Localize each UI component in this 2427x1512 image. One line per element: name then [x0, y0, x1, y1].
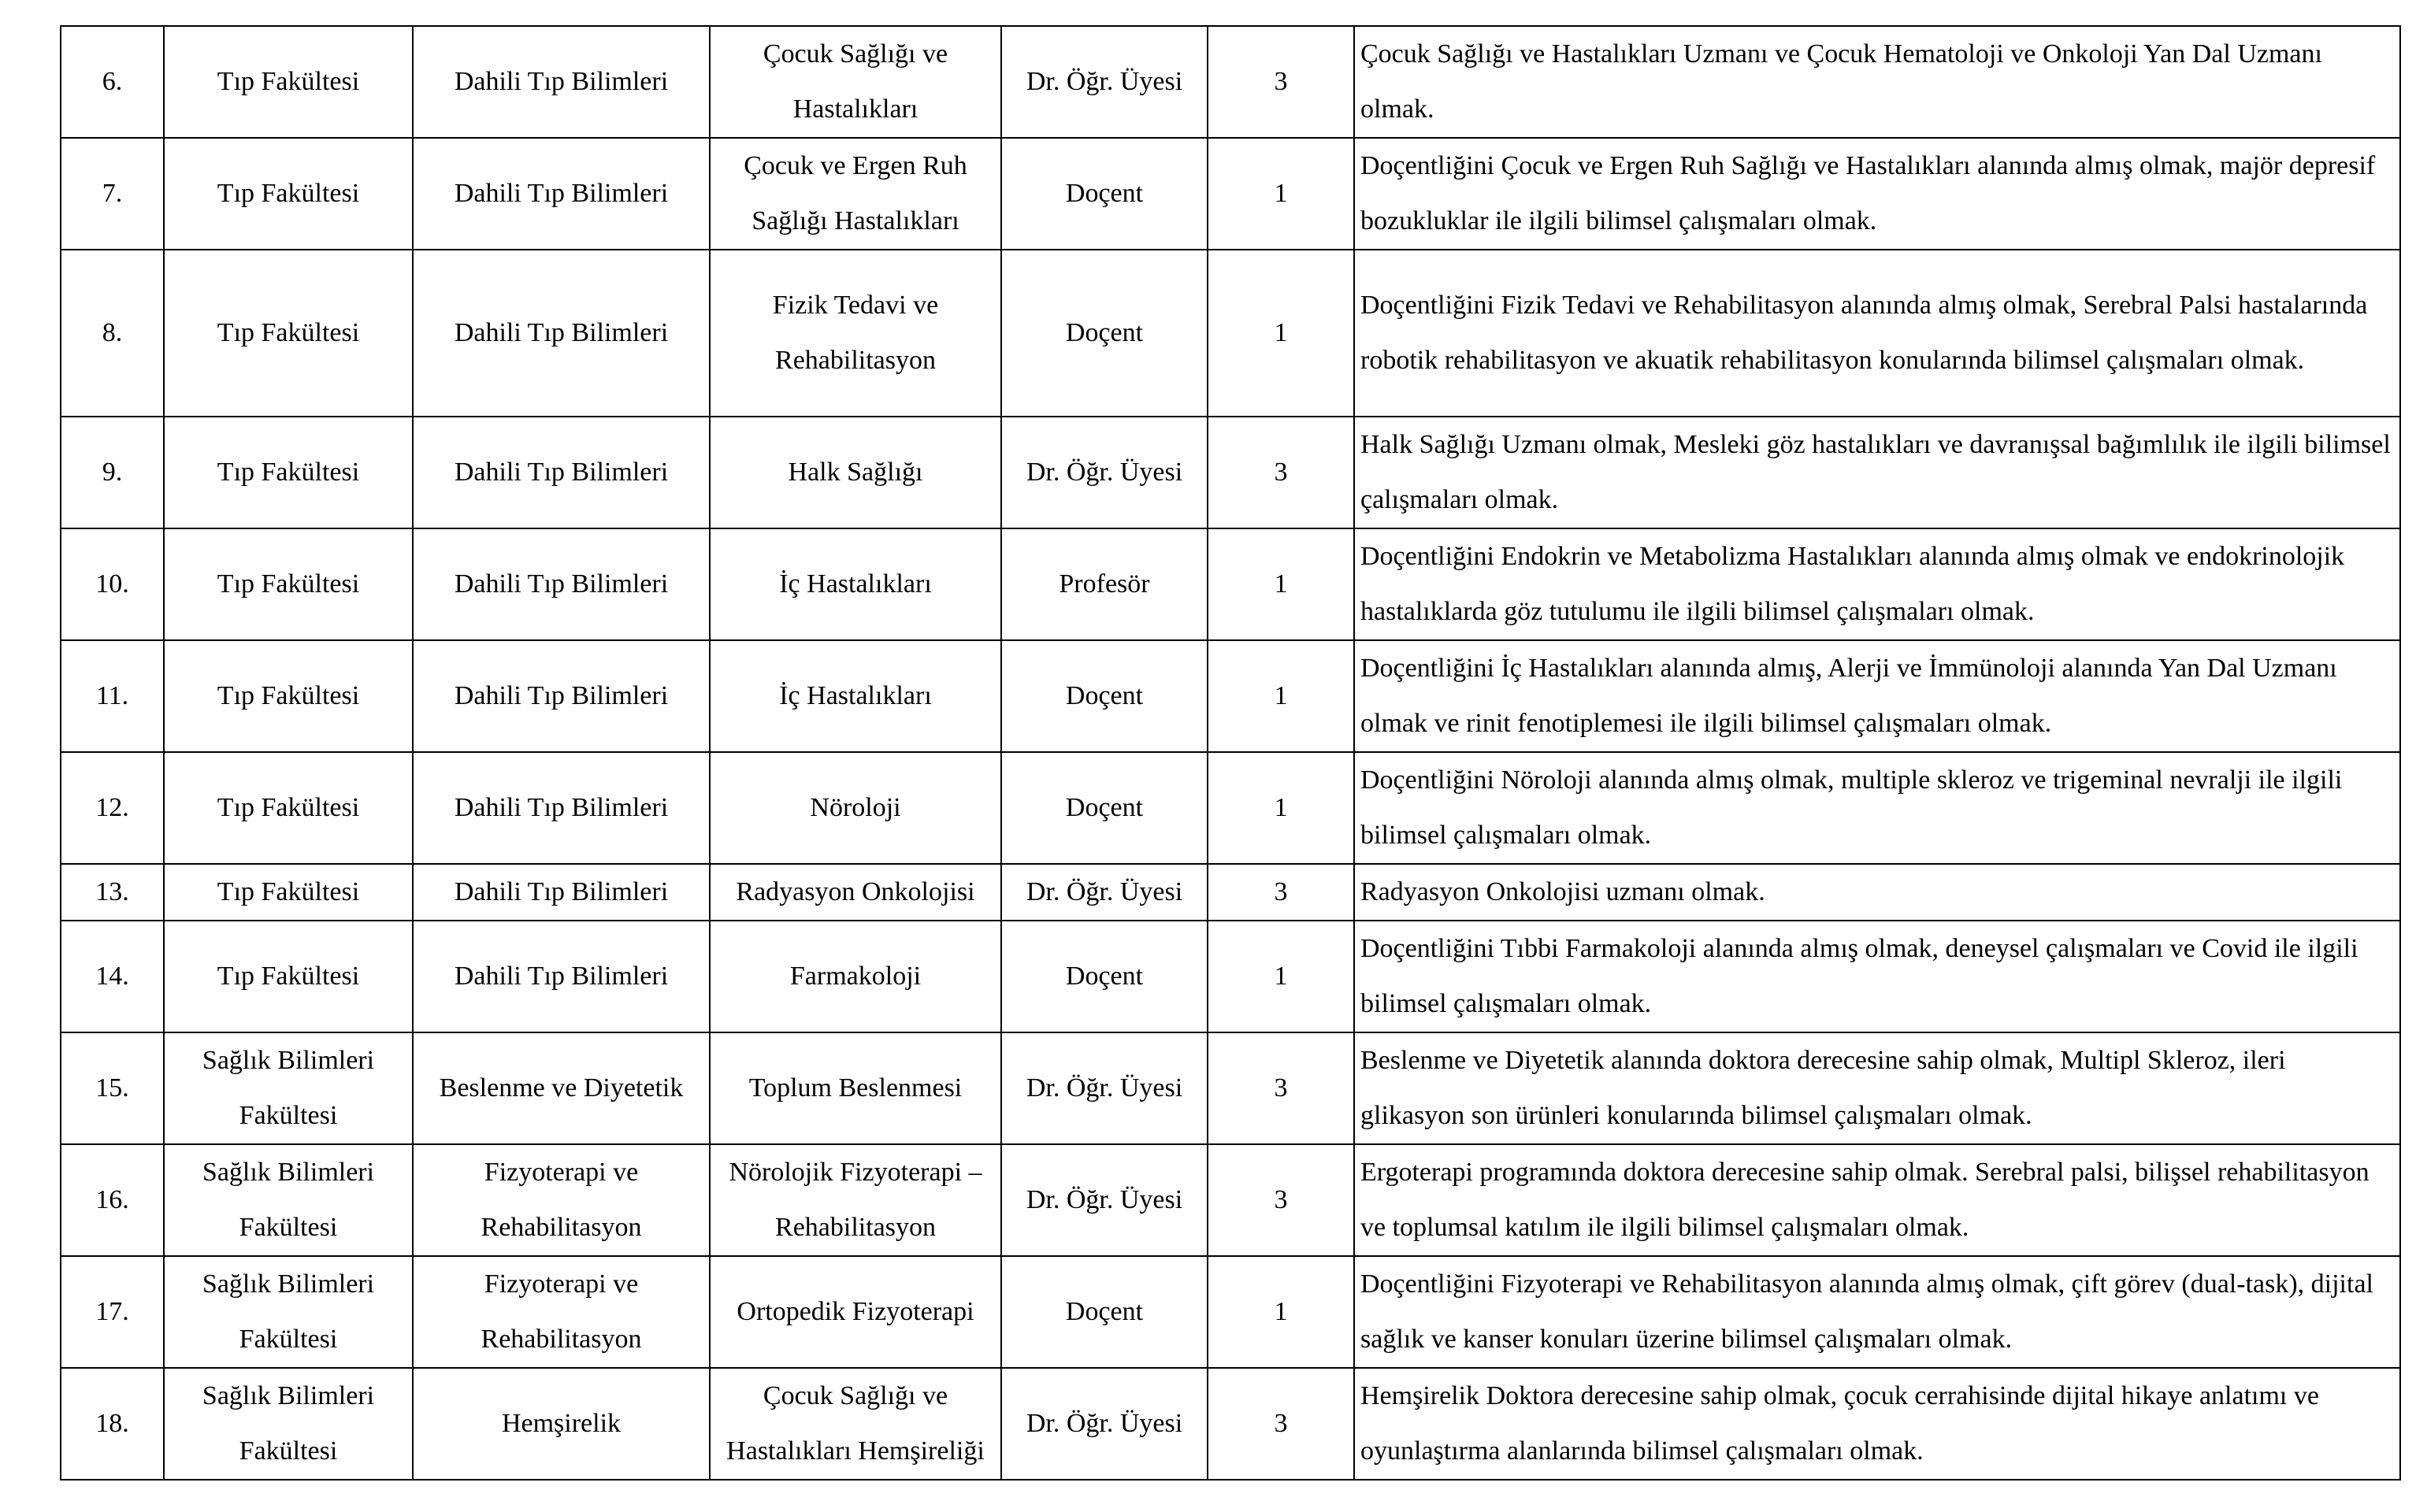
faculty-cell: Sağlık Bilimleri Fakültesi	[164, 1032, 413, 1144]
row-number: 14.	[61, 921, 164, 1032]
title-cell: Dr. Öğr. Üyesi	[1001, 1368, 1208, 1480]
title-cell: Dr. Öğr. Üyesi	[1001, 26, 1208, 138]
table-row	[61, 1256, 2400, 1368]
count-cell: 1	[1208, 138, 1354, 250]
department-cell: Fizyoterapi ve Rehabilitasyon	[413, 1144, 710, 1256]
requirement-cell: Doçentliğini Endokrin ve Metabolizma Hastalıkları alanında almış olmak ve endokrinolojik hastalıklarda göz tutulumu ile ilgili bilimsel çalışmaları olmak.	[1354, 528, 2400, 640]
table-row	[61, 640, 2400, 752]
department-cell: Dahili Tıp Bilimleri	[413, 752, 710, 864]
title-cell: Doçent	[1001, 752, 1208, 864]
title-cell: Doçent	[1001, 1256, 1208, 1368]
department-cell: Dahili Tıp Bilimleri	[413, 640, 710, 752]
title-cell: Doçent	[1001, 921, 1208, 1032]
requirement-cell: Radyasyon Onkolojisi uzmanı olmak.	[1354, 864, 2400, 921]
faculty-cell: Sağlık Bilimleri Fakültesi	[164, 1144, 413, 1256]
table-row	[61, 138, 2400, 250]
title-cell: Dr. Öğr. Üyesi	[1001, 864, 1208, 921]
title-cell: Dr. Öğr. Üyesi	[1001, 1144, 1208, 1256]
table-row	[61, 1144, 2400, 1256]
department-cell: Fizyoterapi ve Rehabilitasyon	[413, 1256, 710, 1368]
faculty-posts-table	[60, 25, 2401, 1480]
division-cell: Ortopedik Fizyoterapi	[710, 1256, 1001, 1368]
table-row	[61, 417, 2400, 528]
table-row	[61, 864, 2400, 921]
table-row	[61, 26, 2400, 138]
faculty-cell: Tıp Fakültesi	[164, 250, 413, 417]
row-number: 16.	[61, 1144, 164, 1256]
table-row	[61, 752, 2400, 864]
row-number: 17.	[61, 1256, 164, 1368]
count-cell: 1	[1208, 921, 1354, 1032]
division-cell: Farmakoloji	[710, 921, 1001, 1032]
faculty-cell: Tıp Fakültesi	[164, 752, 413, 864]
department-cell: Dahili Tıp Bilimleri	[413, 864, 710, 921]
division-cell: Fizik Tedavi ve Rehabilitasyon	[710, 250, 1001, 417]
department-cell: Dahili Tıp Bilimleri	[413, 250, 710, 417]
table-row	[61, 921, 2400, 1032]
faculty-cell: Tıp Fakültesi	[164, 138, 413, 250]
department-cell: Dahili Tıp Bilimleri	[413, 528, 710, 640]
division-cell: Nöroloji	[710, 752, 1001, 864]
division-cell: İç Hastalıkları	[710, 528, 1001, 640]
division-cell: Çocuk ve Ergen Ruh Sağlığı Hastalıkları	[710, 138, 1001, 250]
requirement-cell: Doçentliğini Fizyoterapi ve Rehabilitasyon alanında almış olmak, çift görev (dual-task), dijital sağlık ve kanser konuları üzerine bilimsel çalışmaları olmak.	[1354, 1256, 2400, 1368]
department-cell: Beslenme ve Diyetetik	[413, 1032, 710, 1144]
count-cell: 3	[1208, 1144, 1354, 1256]
count-cell: 1	[1208, 752, 1354, 864]
row-number: 12.	[61, 752, 164, 864]
count-cell: 3	[1208, 1368, 1354, 1480]
count-cell: 3	[1208, 864, 1354, 921]
count-cell: 1	[1208, 528, 1354, 640]
requirement-cell: Doçentliğini Nöroloji alanında almış olmak, multiple skleroz ve trigeminal nevralji ile ilgili bilimsel çalışmaları olmak.	[1354, 752, 2400, 864]
title-cell: Dr. Öğr. Üyesi	[1001, 417, 1208, 528]
title-cell: Doçent	[1001, 640, 1208, 752]
table-row	[61, 1032, 2400, 1144]
table-row	[61, 528, 2400, 640]
table-row	[61, 1368, 2400, 1480]
row-number: 8.	[61, 250, 164, 417]
faculty-cell: Tıp Fakültesi	[164, 528, 413, 640]
title-cell: Doçent	[1001, 250, 1208, 417]
division-cell: Radyasyon Onkolojisi	[710, 864, 1001, 921]
title-cell: Profesör	[1001, 528, 1208, 640]
faculty-posts-document	[60, 25, 2399, 1480]
requirement-cell: Doçentliğini Fizik Tedavi ve Rehabilitasyon alanında almış olmak, Serebral Palsi hastalarında robotik rehabilitasyon ve akuatik rehabilitasyon konularında bilimsel çalışmaları olmak.	[1354, 250, 2400, 417]
requirement-cell: Doçentliğini Çocuk ve Ergen Ruh Sağlığı ve Hastalıkları alanında almış olmak, majör depresif bozukluklar ile ilgili bilimsel çalışmaları olmak.	[1354, 138, 2400, 250]
title-cell: Doçent	[1001, 138, 1208, 250]
faculty-cell: Tıp Fakültesi	[164, 864, 413, 921]
department-cell: Hemşirelik	[413, 1368, 710, 1480]
faculty-cell: Tıp Fakültesi	[164, 26, 413, 138]
requirement-cell: Doçentliğini İç Hastalıkları alanında almış, Alerji ve İmmünoloji alanında Yan Dal Uzmanı olmak ve rinit fenotiplemesi ile ilgili bilimsel çalışmaları olmak.	[1354, 640, 2400, 752]
faculty-cell: Tıp Fakültesi	[164, 640, 413, 752]
row-number: 11.	[61, 640, 164, 752]
requirement-cell: Beslenme ve Diyetetik alanında doktora derecesine sahip olmak, Multipl Skleroz, ileri glikasyon son ürünleri konularında bilimsel çalışmaları olmak.	[1354, 1032, 2400, 1144]
requirement-cell: Halk Sağlığı Uzmanı olmak, Mesleki göz hastalıkları ve davranışsal bağımlılık ile ilgili bilimsel çalışmaları olmak.	[1354, 417, 2400, 528]
requirement-cell: Doçentliğini Tıbbi Farmakoloji alanında almış olmak, deneysel çalışmaları ve Covid ile ilgili bilimsel çalışmaları olmak.	[1354, 921, 2400, 1032]
title-cell: Dr. Öğr. Üyesi	[1001, 1032, 1208, 1144]
division-cell: Çocuk Sağlığı ve Hastalıkları Hemşireliği	[710, 1368, 1001, 1480]
count-cell: 3	[1208, 417, 1354, 528]
faculty-cell: Sağlık Bilimleri Fakültesi	[164, 1368, 413, 1480]
count-cell: 3	[1208, 26, 1354, 138]
division-cell: İç Hastalıkları	[710, 640, 1001, 752]
division-cell: Toplum Beslenmesi	[710, 1032, 1001, 1144]
row-number: 10.	[61, 528, 164, 640]
row-number: 6.	[61, 26, 164, 138]
row-number: 18.	[61, 1368, 164, 1480]
faculty-cell: Tıp Fakültesi	[164, 921, 413, 1032]
requirement-cell: Ergoterapi programında doktora derecesine sahip olmak. Serebral palsi, bilişsel rehabilitasyon ve toplumsal katılım ile ilgili bilimsel çalışmaları olmak.	[1354, 1144, 2400, 1256]
department-cell: Dahili Tıp Bilimleri	[413, 26, 710, 138]
department-cell: Dahili Tıp Bilimleri	[413, 138, 710, 250]
division-cell: Çocuk Sağlığı ve Hastalıkları	[710, 26, 1001, 138]
division-cell: Nörolojik Fizyoterapi – Rehabilitasyon	[710, 1144, 1001, 1256]
row-number: 13.	[61, 864, 164, 921]
row-number: 9.	[61, 417, 164, 528]
faculty-cell: Tıp Fakültesi	[164, 417, 413, 528]
requirement-cell: Hemşirelik Doktora derecesine sahip olmak, çocuk cerrahisinde dijital hikaye anlatımı ve oyunlaştırma alanlarında bilimsel çalışmaları olmak.	[1354, 1368, 2400, 1480]
row-number: 15.	[61, 1032, 164, 1144]
department-cell: Dahili Tıp Bilimleri	[413, 921, 710, 1032]
row-number: 7.	[61, 138, 164, 250]
count-cell: 1	[1208, 640, 1354, 752]
count-cell: 3	[1208, 1032, 1354, 1144]
count-cell: 1	[1208, 1256, 1354, 1368]
division-cell: Halk Sağlığı	[710, 417, 1001, 528]
requirement-cell: Çocuk Sağlığı ve Hastalıkları Uzmanı ve Çocuk Hematoloji ve Onkoloji Yan Dal Uzmanı olmak.	[1354, 26, 2400, 138]
count-cell: 1	[1208, 250, 1354, 417]
department-cell: Dahili Tıp Bilimleri	[413, 417, 710, 528]
table-row	[61, 250, 2400, 417]
faculty-cell: Sağlık Bilimleri Fakültesi	[164, 1256, 413, 1368]
